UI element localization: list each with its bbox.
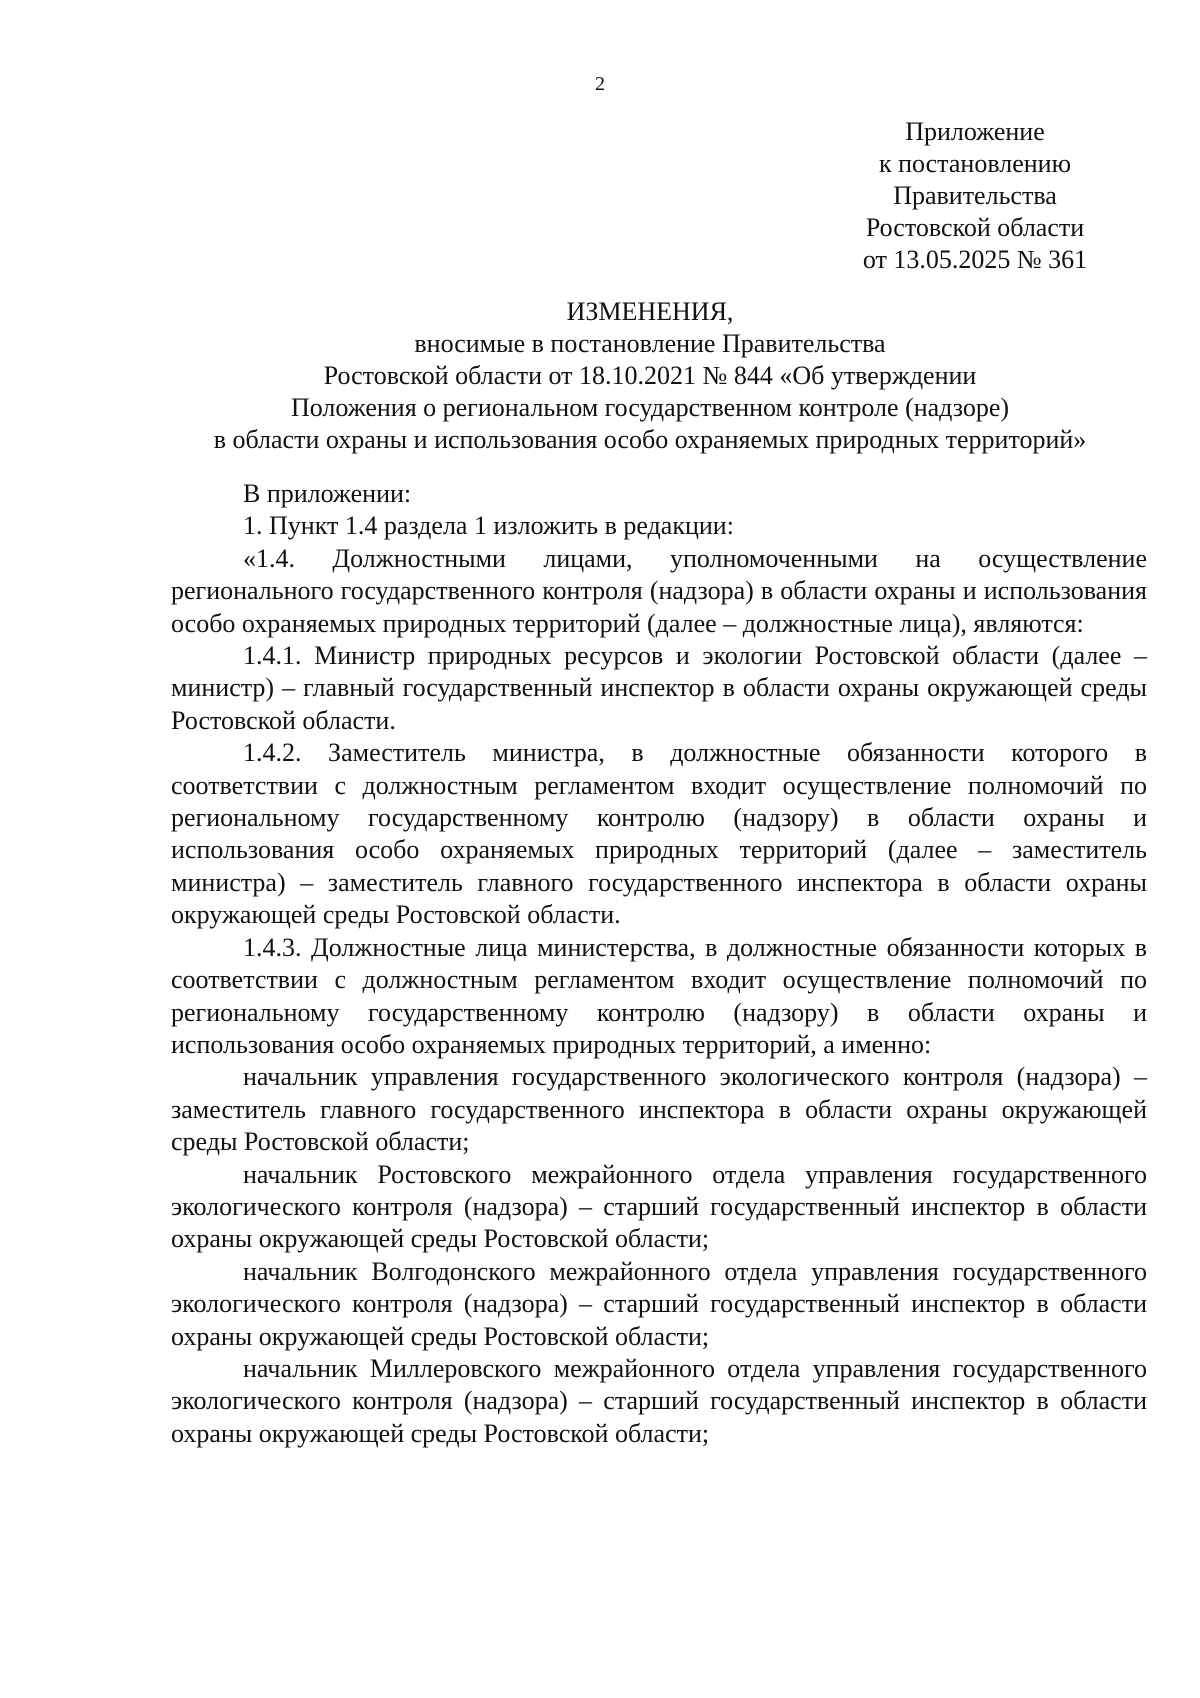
paragraph: 1. Пункт 1.4 раздела 1 изложить в редакции: xyxy=(243,511,734,541)
appendix-date-number: от 13.05.2025 № 361 xyxy=(862,245,1088,274)
paragraph: 1.4.3. Должностные лица министерства, в должностные обязанности которых в соответствии с должностным регламентом входит осуществление полномочий по региональному государственному контролю (надзору) в области охраны и использования особо охраняемых природных территорий, а именно: xyxy=(171,932,1147,1059)
heading-title: ИЗМЕНЕНИЯ, xyxy=(566,297,734,326)
paragraph: начальник Миллеровского межрайонного отдела управления государственного экологического контроля (надзора) – старший государственный инспектор в области охраны окружающей среды Ростовской области; xyxy=(171,1353,1147,1448)
paragraph: «1.4. Должностными лицами, уполномоченными на осуществление регионального государственного контроля (надзора) в области охраны и использования особо охраняемых природных территорий (далее – должностные лица), являются: xyxy=(171,543,1147,638)
heading-line: Положения о региональном государственном контроле (надзоре) xyxy=(290,393,1010,422)
document-body xyxy=(171,478,1147,1450)
heading-line: Ростовской области от 18.10.2021 № 844 «Об утверждении xyxy=(323,361,977,390)
appendix-line: Приложение xyxy=(905,117,1045,146)
paragraph: начальник Волгодонского межрайонного отдела управления государственного экологического контроля (надзора) – старший государственный инспектор в области охраны окружающей среды Ростовской области; xyxy=(171,1256,1147,1351)
heading-line: в области охраны и использования особо охраняемых природных территорий» xyxy=(213,425,1087,454)
paragraph: 1.4.2. Заместитель министра, в должностные обязанности которого в соответствии с должностным регламентом входит осуществление полномочий по региональному государственному контролю (надзору) в области охраны и использования особо охраняемых природных территорий (далее – заместитель министра) – заместитель главного государственного инспектора в области охраны окружающей среды Ростовской области. xyxy=(171,738,1147,930)
paragraph: 1.4.1. Министр природных ресурсов и экологии Ростовской области (далее – министр) – главный государственный инспектор в области охраны окружающей среды Ростовской области. xyxy=(171,641,1147,735)
heading-line: вносимые в постановление Правительства xyxy=(414,329,886,358)
paragraph: начальник управления государственного экологического контроля (надзора) – заместитель главного государственного инспектора в области охраны окружающей среды Ростовской области; xyxy=(171,1062,1147,1157)
paragraph: начальник Ростовского межрайонного отдела управления государственного экологического контроля (надзора) – старший государственный инспектор в области охраны окружающей среды Ростовской области; xyxy=(171,1159,1147,1254)
page-number: 2 xyxy=(595,73,605,95)
document-heading xyxy=(150,296,1150,456)
appendix-line: Правительства xyxy=(893,181,1057,210)
paragraph: В приложении: xyxy=(243,479,412,508)
appendix-line: Ростовской области xyxy=(865,213,1085,242)
appendix-block xyxy=(840,116,1110,276)
appendix-line: к постановлению xyxy=(878,149,1072,178)
